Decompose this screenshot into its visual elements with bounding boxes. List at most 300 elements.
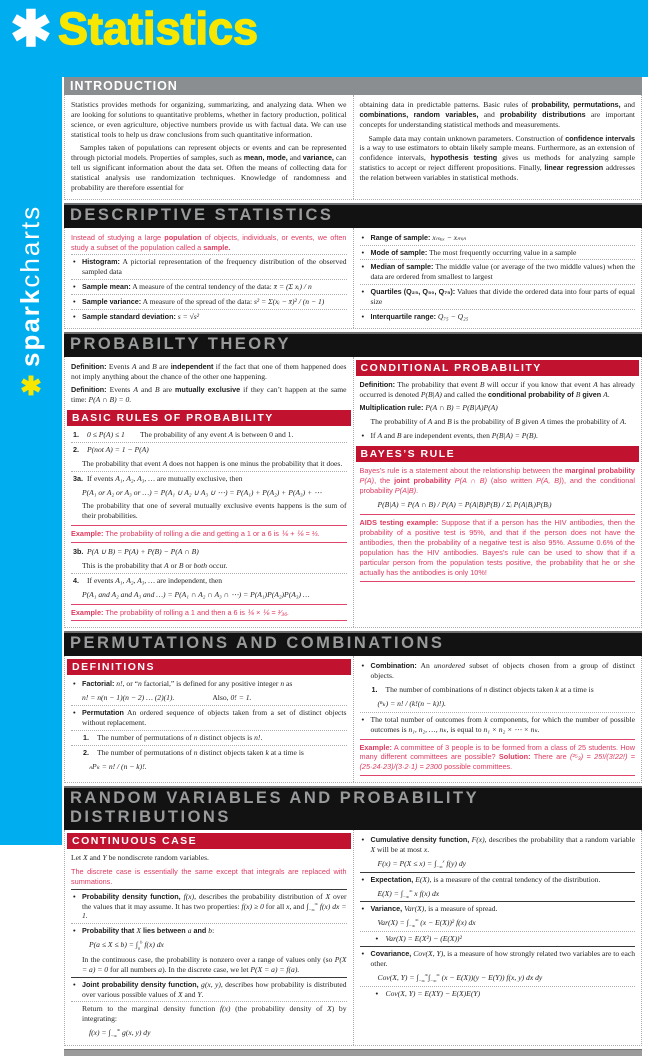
subsection-title: BAYES’S RULE [360,448,456,461]
content-area [64,77,642,1056]
text-segment: factorial,” is defined for any positive integer [141,679,281,689]
text-segment: n [280,679,285,689]
text-segment: A₁, A₂, A₃, … [115,575,155,585]
text-segment: In the continuous case, the probability is nonzero over a range of values only (so [82,954,335,964]
text-segment: for all [263,901,287,911]
bullet-item [71,923,347,938]
text-segment: variance, [302,153,334,163]
text-segment: distinct objects is [197,732,255,742]
text-segment: Let [71,853,84,863]
text-segment: unordered [434,661,466,671]
text-segment: . [427,844,430,854]
text-segment: X [325,891,331,901]
text-segment: ∞ [424,972,429,978]
item-number: 1. [371,685,378,695]
text-segment: A [131,361,137,371]
text-segment: Definition: [71,361,107,371]
text-segment: and [432,417,448,427]
text-segment: Instead of studying a large [71,232,165,242]
text-segment: The most frequently occurring value in a sample [427,247,577,257]
text-segment: Suppose that if a person has the HIV antibodies, then the probability of a positive test is 95%, and that if the person does not have the antibodies, then the probability of a negative test is also 95%. Assume 0.6% of the population has the HIV antibodies. Bayes’s rule can be used to show that if a particular person from the population tests positive, the probability that he or she actually has the antibodies is only 10%! [359,518,635,577]
text-segment: Sample standard deviation: [82,311,176,321]
text-segment: P(A ∪ B) = P(A) + P(B) − P(A ∩ B) [87,547,199,557]
text-segment: , is a measure of spread. [424,904,498,914]
bullet-item [71,309,347,324]
text-segment: is the probability of [451,417,516,427]
text-segment: possible committees. [442,762,513,772]
text-segment: P(a ≤ X ≤ b) = ∫ [89,940,138,950]
text-segment: sample. [203,242,231,252]
text-segment: can tell us significant information about the data set. Often the means of collecting data for statistical analysis use randomization techniques. Knowledge of randomness and probability are therefore essential for [71,153,347,192]
display-formula [71,938,347,953]
text-segment: and [182,989,198,999]
subsection-title: DEFINITIONS [72,661,156,674]
text-segment: f(x) = ∫ [89,1028,111,1038]
section-descriptive-statistics-column-1 [65,228,353,328]
text-segment: marginal probability [564,466,635,476]
section-body [64,228,642,329]
text-segment: Samples taken of populations can represent objects or events and can be represented through pictorial models. Properties of samples, such as [71,143,347,163]
text-segment: . [260,732,263,742]
text-segment: ∞ [116,1027,121,1033]
text-segment: f(x) [183,891,195,901]
text-segment: Definition: [359,379,396,389]
text-segment: P(A ∩ B) = P(B|A)P(A) [425,403,498,413]
section-probability-theory-column-2 [353,357,642,628]
text-segment: linear regression [544,163,604,173]
text-segment: P(X = a) = 0 [82,954,347,974]
paragraph [71,98,347,141]
paragraph [360,378,636,402]
text-segment: B [575,389,581,399]
text-segment: B [515,417,520,427]
item-number: 3b. [73,547,84,557]
text-segment: probability, permutations, [531,100,621,109]
text-segment: x̄ = (Σ xᵢ) / n [273,282,312,292]
text-segment: ). In the discrete case, we let [162,964,251,974]
text-segment: P(A) [359,475,375,485]
text-segment: Probability that [82,926,137,936]
text-segment: Factorial: [82,679,115,689]
sub-bullet-item [360,986,636,1001]
text-segment: The probability that one of several mutually exclusive events happens is the sum of their probabilities. [82,501,347,521]
text-segment: g(x, y) dy [120,1028,151,1038]
text-segment: be nondiscrete random variables. [106,853,209,863]
bullet-item [71,889,347,924]
text-segment: xₘₐₓ − xₘᵢₙ [432,232,467,242]
section-title: RANDOM VARIABLES AND PROBABILITY DISTRIBUTIONS [70,789,479,827]
text-segment: are [156,361,171,371]
example-note [360,739,636,777]
text-segment: AIDS testing example: [359,518,439,528]
text-segment: mutually exclusive [175,385,241,395]
text-segment: ∞ [415,917,419,923]
text-segment: A [540,417,546,427]
item-number: 2. [73,445,79,455]
numbered-item [71,545,347,559]
text-segment: will occur if you know that event [484,379,594,389]
subsection-header [67,833,351,849]
text-segment: B [155,385,160,395]
text-segment: F(x) = P(X ≤ x) = ∫ [377,858,437,868]
text-segment: does not happen is one minus the probability that it does. [167,458,343,468]
text-segment: over the values that it may assume. It has two properties: [82,891,347,911]
text-segment: distinct objects taken [487,685,556,695]
section-introduction-column-1 [65,95,353,199]
section-random-variables-column-1 [65,830,353,1045]
text-segment: n! [116,679,123,689]
text-segment: A pictorial representation of the frequency distribution of the observed sampled data [82,257,347,277]
text-segment: P(A₁ or A₂ or A₃ or …) = P(A₁ ∪ A₂ ∪ A₃ ∪ ⋯) = P(A₁) + P(A₂) + P(A₃) + ⋯ [82,487,322,497]
text-segment: Multiplication rule: [359,403,426,413]
subsection-header [67,410,351,426]
sections-container [64,77,642,1046]
text-segment: P(not A) = 1 − P(A) [87,445,149,455]
brand-charts-label: charts [15,204,45,288]
text-segment: mean, mode, [243,153,288,163]
text-segment: A [377,431,383,441]
text-segment: population [164,232,202,242]
paragraph [71,141,347,194]
continuation-line [71,1001,347,1026]
text-segment: P(B|A) [420,389,442,399]
text-segment: Interquartile range: [370,311,436,321]
continuation-line [71,499,347,523]
text-segment: Range of sample: [370,232,431,242]
numbered-item [71,442,347,457]
continuation-line [71,691,347,705]
text-segment: as [284,679,293,689]
text-segment: A [427,417,433,427]
red-note [71,865,347,889]
text-segment: A₁, A₂, A₃, … [115,473,155,483]
bullet-item [71,279,347,294]
item-number: 4. [73,575,79,585]
asterisk-logo-icon: ✱ [10,1,52,57]
text-segment: n [483,685,488,695]
text-segment: n! = n(n − 1)(n − 2) … (2)(1). [82,693,175,703]
text-segment: Covariance, [370,948,414,958]
display-formula [360,971,636,986]
text-segment: n [193,732,198,742]
text-segment: Var(X) [404,904,425,914]
text-segment: Values that divide the ordered data into four parts of equal size [370,287,636,307]
text-segment: Solution: [498,752,531,762]
continuation-line [71,457,347,471]
section-body [64,656,642,783]
text-segment: combinations, random variables, [359,109,479,119]
text-segment: The probability that event [395,379,480,389]
text-segment: A [228,430,234,440]
text-segment: Q₇₅ − Q₂₅ [437,311,469,321]
text-segment: Median of sample: [370,262,434,272]
section-random-variables-column-2 [353,830,642,1045]
text-segment: The probability of rolling a die and getting a 1 or a 6 is [103,529,281,539]
text-segment: Histogram: [82,257,120,267]
numbered-item [71,730,347,745]
text-segment: b [140,939,143,945]
example-note [360,514,636,581]
bullet-item [360,901,636,916]
text-segment: If events [87,575,116,585]
numbered-item [71,745,347,760]
text-segment: . [416,485,419,495]
text-segment: ⅙ × ⅙ = ¹⁄₃₆. [246,607,290,617]
section-descriptive-statistics-column-2 [353,228,642,328]
text-segment: f(x) dx = 1. [82,901,347,921]
text-segment: a [158,964,163,974]
bullet-item [360,712,636,737]
text-segment: and [191,926,209,936]
continuation-line [71,953,347,977]
section-title: PROBABILTY THEORY [70,334,291,353]
text-segment: −∞ [436,864,443,870]
text-segment: P(A, B) [536,475,562,485]
text-segment: k [265,747,269,757]
text-segment: Var(X) = ∫ [377,918,409,928]
text-segment: , describes the probability that a random variable [484,835,635,845]
section-body [64,830,642,1046]
text-segment: lies between [140,926,188,936]
subsection-title: CONTINUOUS CASE [72,835,198,848]
text-segment: If events [87,473,116,483]
bullet-item [360,659,636,683]
text-segment: A [162,458,168,468]
red-note [360,464,636,498]
bullet-item [360,259,636,284]
title-band [0,0,648,77]
text-segment: f(x) [219,1004,231,1014]
section-header-random-variables [64,786,642,830]
bullet-item [360,872,636,887]
text-segment: components, for which the number of possible outcomes is [370,714,635,734]
text-segment: The probability that event [82,458,163,468]
numbered-item [71,471,347,486]
text-segment: , is equal to [446,724,484,734]
red-note [71,231,347,255]
text-segment: x f(x) dx [412,888,440,898]
section-introduction [64,77,642,200]
display-formula [360,498,636,513]
bullet-item [360,309,636,324]
text-segment: Example: [71,529,104,539]
text-segment: s² = Σ(xᵢ − x̄)² / (n − 1) [253,297,325,307]
text-segment: Mode of sample: [370,247,428,257]
text-segment: P(A ∩ B) [454,475,487,485]
text-segment: The discrete case is essentially the same except that integrals are replaced with summations. [71,866,347,886]
section-header-permutations-and-combinations [64,631,642,656]
text-segment: −∞ [408,923,416,929]
text-segment: is a way to use estimators to obtain likely sample means. Furthermore, as an extension of confidence intervals, [359,143,635,163]
text-segment: n₁, n₂, …, nₖ [408,724,447,734]
text-segment: are independent, then [154,575,223,585]
text-segment: n₁ × n₂ × ⋯ × nₖ. [483,724,540,734]
section-permutations-and-combinations-column-2 [353,656,642,782]
text-segment: subset of objects chosen from a group of distinct objects. [370,661,635,681]
brand-sidebar [0,77,62,845]
text-segment: A [620,417,625,427]
text-segment: . [624,417,627,427]
brand-vertical-logo [15,121,46,399]
text-segment: B [447,417,452,427]
text-segment: P(A|B) [394,485,417,495]
text-segment: A [164,560,169,570]
display-formula [71,1026,347,1041]
text-segment: (ⁿₖ) = n! / (k!(n − k)!). [377,698,446,708]
text-segment: Var(X) = E(X²) − (E(X))² [385,934,462,944]
text-segment: and [87,853,103,863]
section-title: PERMUTATIONS AND COMBINATIONS [70,634,445,653]
text-segment: b [208,926,213,936]
section-title: DESCRIPTIVE STATISTICS [70,205,334,224]
section-header-descriptive-statistics [64,203,642,228]
text-segment: of objects, individuals, or events, we often study a subset of the population called a [71,232,347,252]
example-note [71,604,347,622]
text-segment: , is a measure of the central tendency of the distribution. [429,874,601,884]
text-segment: X [177,989,183,999]
section-probability-theory [64,332,642,629]
text-segment: Quartiles (Q₂₅, Q₅₀, Q₇₅): [370,287,456,297]
text-segment: obtaining data in predictable patterns. Basic rules of [359,100,532,109]
text-segment: Cov(X, Y) = ∫ [377,972,419,982]
paragraph [71,360,347,384]
text-segment: : [212,926,215,936]
text-segment: ∞ [409,888,413,893]
text-segment: (x − E(X))(y − E(Y)) f(x, y) dx dy [439,972,543,982]
text-segment: B [178,560,184,570]
item-number: 1. [83,732,89,742]
paragraph [360,401,636,415]
bullet-item [360,429,636,443]
text-segment: P(B|A) = P(B). [491,431,538,441]
text-segment: Cov(X, Y) = E(XY) − E(X)E(Y) [385,988,481,998]
bullet-item [360,284,636,309]
text-segment: Bayes’s rule is a statement about the relationship between the [359,466,565,476]
text-segment: ₙPₖ = n! / (n − k)!. [89,761,147,771]
text-segment: are independent events, then [401,431,492,441]
text-segment: are mutually exclusive, then [154,473,243,483]
text-segment: or [183,560,194,570]
text-segment: x [423,844,428,854]
section-permutations-and-combinations [64,631,642,783]
text-segment: f(y) dy [444,858,467,868]
text-segment: Statistics provides methods for organizing, summarizing, and analyzing data. When we are looking for solutions to quantitative problems, whether in factory production, political science, or even agriculture, objective numbers provide us with factual data. We can use statistical tools to help us draw conclusions from such quantitative information. [71,100,347,139]
section-body [64,95,642,200]
text-segment: A [603,389,608,399]
text-segment: −∞ [110,1033,117,1039]
text-segment: P(X = a) = f(a). [250,964,300,974]
text-segment: given [519,417,541,427]
text-segment: −∞ [402,894,410,900]
brand-spark-label: spark [15,287,45,367]
section-body [64,357,642,629]
text-segment: X [83,853,88,863]
text-segment: given [580,389,604,399]
text-segment: This is the probability that [82,560,165,570]
continuation-line [360,415,636,429]
text-segment: s = √s² [177,311,200,321]
text-segment: A [593,379,598,389]
text-segment: E(X) [415,874,430,884]
text-segment: and called the [441,389,488,399]
section-permutations-and-combinations-column-1 [65,656,353,782]
text-segment: at a time is [558,685,594,695]
subsection-header [356,446,640,462]
text-segment: and [136,361,153,371]
bullet-item [71,677,347,691]
text-segment: The number of permutations of [97,732,194,742]
text-segment: X [370,844,376,854]
bullet-item [360,231,636,245]
text-segment: , and [289,901,307,911]
text-segment: A [133,385,138,395]
text-segment: Sample mean: [82,282,131,292]
text-segment: addresses the relation between variables in statistical methods. [359,163,635,183]
text-segment: are [159,385,176,395]
text-segment: P(B|A) = P(A ∩ B) / P(A) = P(A|B)P(B) / Σᵢ P(A|Bᵢ)P(Bᵢ) [377,499,552,509]
item-number: 2. [83,747,89,757]
text-segment: 0 ≤ P(A) ≤ 1 [87,430,125,440]
text-segment: , describes how probability is distributed over various possible values of [82,979,347,999]
text-segment: P(A₁ and A₂ and A₃ and …) = P(A₁ ∩ A₂ ∩ A₃ ∩ ⋯) = P(A₁)P(A₂)P(A₃) … [82,589,310,599]
text-segment: x [442,858,445,864]
text-segment: g(x, y) [201,979,221,989]
text-segment: A committee of 3 people is to be formed from a class of 25 students. How many different committees are possible? [359,742,635,762]
text-segment: x [286,901,290,911]
text-segment: and [382,431,397,441]
display-formula [360,887,636,902]
text-segment: are important concepts for understanding statistical methods and measurements. [359,109,635,129]
bullet-item [71,705,347,730]
text-segment: Events [106,361,132,371]
footer-bar [64,1049,642,1056]
text-segment: If [370,431,378,441]
text-segment: Sample data may contain unknown parameters. Construction of [368,133,566,143]
text-segment: P(A ∩ B) = 0. [88,395,132,405]
continuation-line [71,559,347,573]
text-segment: B [396,431,402,441]
text-segment: , or “ [122,679,138,689]
text-segment: ∫ [428,972,431,982]
subsection-header [67,659,351,675]
text-segment: 0! = 1. [230,693,252,703]
text-segment: and [287,153,303,163]
text-segment: ∞ [314,901,318,906]
paragraph [71,851,347,865]
text-segment: ∫ [306,901,309,911]
text-segment: and [620,100,635,109]
text-segment: The total number of outcomes from [370,714,485,724]
section-introduction-column-2 [353,95,642,199]
subsection-title: BASIC RULES OF PROBABILITY [72,412,274,425]
text-segment: −∞ [430,978,437,984]
display-formula [71,760,347,775]
text-segment: Sample variance: [82,297,142,307]
example-note [71,525,347,543]
text-segment: The probability of [370,417,428,427]
text-segment: (the probability density of [230,1004,328,1014]
numbered-item [71,573,347,588]
text-segment: Joint probability density function, [82,979,202,989]
text-segment: or [168,560,179,570]
text-segment: F(x) [471,835,485,845]
section-header-introduction [64,77,642,95]
text-segment: k [555,685,559,695]
text-segment: if the fact that one of them happened does not imply anything about the chance of the other one happening. [71,361,347,381]
item-number: 1. [73,430,79,440]
text-segment: a [137,945,141,951]
section-descriptive-statistics [64,203,642,329]
